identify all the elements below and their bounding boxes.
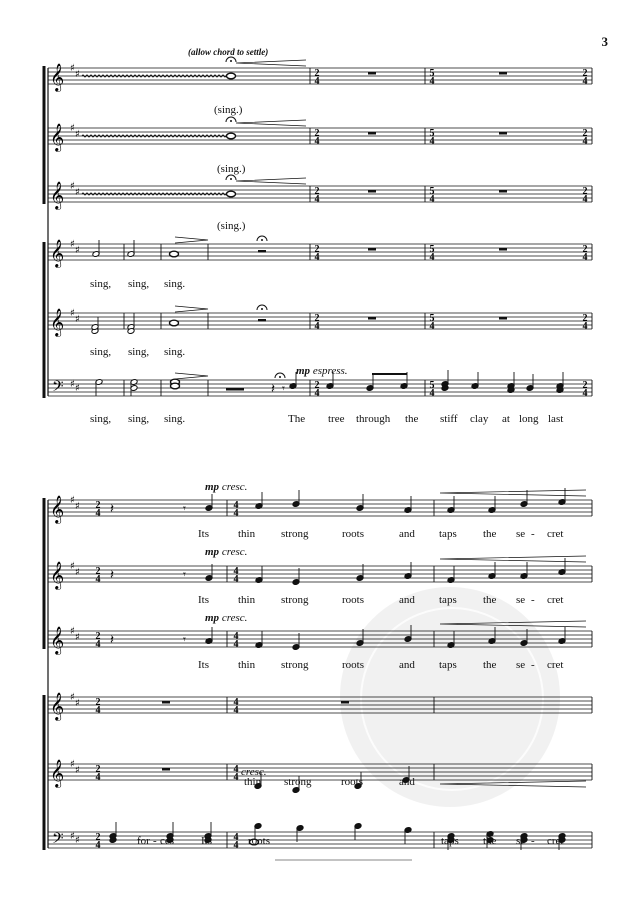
eighth-rest: 𝄾 xyxy=(282,382,285,395)
time-sig-den: 4 xyxy=(314,76,320,87)
treble-clef: 𝄞 xyxy=(50,308,65,336)
sharp: ♯ xyxy=(70,759,75,770)
crescendo-hairpin xyxy=(440,781,586,787)
crescendo-hairpin xyxy=(440,621,586,627)
whole-rest xyxy=(341,701,349,704)
decrescendo-hairpin xyxy=(175,237,208,243)
fermata-dot xyxy=(279,376,281,378)
treble-clef: 𝄞 xyxy=(50,123,65,151)
quarter-rest: 𝄽 xyxy=(110,633,114,648)
lyric-word: thin xyxy=(238,528,256,540)
bass-clef: 𝄢 xyxy=(52,378,64,399)
treble-clef: 𝄞 xyxy=(50,759,65,787)
treble-clef: 𝄞 xyxy=(50,495,65,523)
sharp: ♯ xyxy=(75,69,80,80)
eighth-rest: 𝄾 xyxy=(183,502,186,515)
lyric-staff2: (sing.) xyxy=(217,163,246,175)
time-sig-den: 4 xyxy=(314,321,320,332)
time-sig-den: 4 xyxy=(233,705,239,716)
time-sig-num: 2 xyxy=(582,186,588,197)
whole-rest xyxy=(258,250,266,253)
time-sig-num: 2 xyxy=(95,832,101,843)
time-sig-num: 5 xyxy=(429,244,435,255)
sharp: ♯ xyxy=(75,383,80,394)
time-sig-num: 2 xyxy=(582,380,588,391)
fermata-dot xyxy=(230,178,232,180)
lyrics-row-staff1 xyxy=(0,528,640,542)
lyric-bass-10: at xyxy=(502,413,510,425)
sustain-wavy-line xyxy=(82,75,226,77)
time-sig-num: 2 xyxy=(582,68,588,79)
lyric-staff4-1: sing, xyxy=(90,278,112,290)
time-sig-num: 2 xyxy=(314,68,320,79)
lyric-word: roots xyxy=(342,594,364,606)
lyric-word: cret xyxy=(547,594,564,606)
lyric-bass-7: the xyxy=(405,413,419,425)
whole-rest xyxy=(368,190,376,193)
lyric-staff3: (sing.) xyxy=(217,220,246,232)
sharp: ♯ xyxy=(75,245,80,256)
time-sig-den: 4 xyxy=(233,639,239,650)
fermata-dot xyxy=(230,60,232,62)
time-sig-den: 4 xyxy=(233,840,239,851)
time-sig-den: 4 xyxy=(314,388,320,399)
time-sig-den: 4 xyxy=(95,772,101,783)
time-sig-num: 2 xyxy=(95,566,101,577)
whole-note xyxy=(227,133,236,139)
direction-top: (allow chord to settle) xyxy=(188,47,269,57)
sharp: ♯ xyxy=(75,765,80,776)
lyric-staff5-2: sing, xyxy=(128,346,150,358)
time-sig-num: 5 xyxy=(429,380,435,391)
time-sig-num: 2 xyxy=(582,313,588,324)
lyric-word: strong xyxy=(281,659,309,671)
whole-rest xyxy=(162,701,170,704)
lyric-word: strong xyxy=(281,528,309,540)
sharp: ♯ xyxy=(75,835,80,846)
lyric-bass-12: last xyxy=(548,413,564,425)
time-sig-num: 4 xyxy=(233,697,239,708)
lyric-word: the xyxy=(483,594,497,606)
time-sig-num: 2 xyxy=(95,500,101,511)
crescendo-hairpin xyxy=(236,60,306,66)
eighth-rest: 𝄾 xyxy=(183,568,186,581)
time-sig-den: 4 xyxy=(95,574,101,585)
time-sig-den: 4 xyxy=(95,705,101,716)
sharp: ♯ xyxy=(70,308,75,319)
decrescendo-hairpin xyxy=(175,306,208,312)
lyric-t2-1: thin xyxy=(244,776,262,788)
sharp: ♯ xyxy=(70,123,75,134)
whole-rest xyxy=(499,248,507,251)
lyric-b2-10: cret xyxy=(547,835,564,847)
sharp: ♯ xyxy=(70,239,75,250)
fermata-dot xyxy=(261,239,263,241)
time-sig-den: 4 xyxy=(233,772,239,783)
sharp: ♯ xyxy=(75,632,80,643)
lyric-b2-2: - xyxy=(153,835,157,847)
whole-rest xyxy=(162,768,170,771)
time-sig-num: 5 xyxy=(429,313,435,324)
treble-clef: 𝄞 xyxy=(50,239,65,267)
whole-rest xyxy=(368,317,376,320)
lyric-word: se xyxy=(516,659,526,671)
sharp: ♯ xyxy=(70,831,75,842)
s1-dynamic: mp cresc. xyxy=(205,481,248,493)
lyric-word: Its xyxy=(198,659,209,671)
lyric-t2-4: and xyxy=(399,776,415,788)
lyric-b2-4: Its xyxy=(201,835,212,847)
lyric-b2-8: se xyxy=(516,835,526,847)
time-sig-num: 2 xyxy=(314,380,320,391)
whole-rest xyxy=(368,248,376,251)
tenor2-cresc: cresc. xyxy=(241,766,267,778)
time-sig-den: 4 xyxy=(233,508,239,519)
lyric-b2-5: roots xyxy=(248,835,270,847)
lyric-word: Its xyxy=(198,528,209,540)
sustain-wavy-line xyxy=(82,135,226,137)
s3-dynamic: mp cresc. xyxy=(205,612,248,624)
lyric-word: roots xyxy=(342,659,364,671)
sharp: ♯ xyxy=(75,501,80,512)
fermata-dot xyxy=(261,308,263,310)
page-number: 3 xyxy=(601,34,608,49)
whole-note xyxy=(171,383,180,389)
lyric-word: and xyxy=(399,528,415,540)
time-sig-num: 5 xyxy=(429,68,435,79)
sharp: ♯ xyxy=(75,129,80,140)
lyric-word: taps xyxy=(439,659,457,671)
lyric-bass-11: long xyxy=(519,413,539,425)
time-sig-num: 2 xyxy=(582,244,588,255)
whole-rest xyxy=(499,132,507,135)
bass-dynamic: mp espress. xyxy=(296,365,348,377)
time-sig-num: 2 xyxy=(314,186,320,197)
sharp: ♯ xyxy=(70,63,75,74)
whole-note xyxy=(227,73,236,79)
whole-rest xyxy=(368,72,376,75)
time-sig-den: 4 xyxy=(429,136,435,147)
treble-clef: 𝄞 xyxy=(50,63,65,91)
time-sig-num: 2 xyxy=(95,697,101,708)
lyrics-row-staff3 xyxy=(0,659,640,673)
treble-clef: 𝄞 xyxy=(50,561,65,589)
time-sig-den: 4 xyxy=(429,76,435,87)
decrescendo-hairpin xyxy=(175,373,208,379)
lyric-staff5-1: sing, xyxy=(90,346,112,358)
treble-clef: 𝄞 xyxy=(50,181,65,209)
lyric-word: thin xyxy=(238,594,256,606)
lyric-word: taps xyxy=(439,594,457,606)
lyric-bass-2: sing, xyxy=(128,413,150,425)
time-sig-den: 4 xyxy=(582,388,588,399)
whole-rest xyxy=(258,319,266,322)
time-sig-den: 4 xyxy=(429,252,435,263)
lyric-staff5-3: sing. xyxy=(164,346,186,358)
lyric-b2-1: for xyxy=(137,835,150,847)
time-sig-den: 4 xyxy=(429,388,435,399)
time-sig-num: 4 xyxy=(233,631,239,642)
lyric-word: cret xyxy=(547,659,564,671)
lyric-word: - xyxy=(531,528,535,540)
sharp: ♯ xyxy=(75,567,80,578)
lyric-t2-3: roots xyxy=(341,776,363,788)
whole-note xyxy=(227,191,236,197)
time-sig-num: 4 xyxy=(233,566,239,577)
bass-clef: 𝄢 xyxy=(52,830,64,851)
quarter-rest: 𝄽 xyxy=(110,568,114,583)
sharp: ♯ xyxy=(70,379,75,390)
time-sig-den: 4 xyxy=(95,508,101,519)
sharp: ♯ xyxy=(70,692,75,703)
whole-note xyxy=(170,320,179,326)
lyric-word: thin xyxy=(238,659,256,671)
rest xyxy=(226,388,244,391)
lyric-staff4-2: sing, xyxy=(128,278,150,290)
lyric-word: cret xyxy=(547,528,564,540)
eighth-rest: 𝄾 xyxy=(183,633,186,646)
fermata-dot xyxy=(230,120,232,122)
lyric-word: taps xyxy=(439,528,457,540)
time-sig-den: 4 xyxy=(429,321,435,332)
sharp: ♯ xyxy=(70,626,75,637)
lyric-word: se xyxy=(516,594,526,606)
time-sig-num: 4 xyxy=(233,500,239,511)
lyric-word: and xyxy=(399,594,415,606)
whole-rest xyxy=(499,317,507,320)
time-sig-den: 4 xyxy=(314,194,320,205)
lyric-bass-5: tree xyxy=(328,413,345,425)
lyric-staff1: (sing.) xyxy=(214,104,243,116)
sharp: ♯ xyxy=(75,187,80,198)
whole-rest xyxy=(368,132,376,135)
whole-note xyxy=(170,251,179,257)
lyric-b2-6: taps xyxy=(441,835,459,847)
time-sig-num: 2 xyxy=(314,244,320,255)
lyric-bass-3: sing. xyxy=(164,413,186,425)
time-sig-den: 4 xyxy=(314,252,320,263)
whole-rest xyxy=(499,190,507,193)
time-sig-den: 4 xyxy=(582,136,588,147)
lyric-word: and xyxy=(399,659,415,671)
quarter-rest: 𝄽 xyxy=(110,502,114,517)
crescendo-hairpin xyxy=(440,556,586,562)
lyrics-row-staff2 xyxy=(0,594,640,608)
time-sig-den: 4 xyxy=(582,252,588,263)
lyric-bass-8: stiff xyxy=(440,413,458,425)
treble-clef: 𝄞 xyxy=(50,692,65,720)
sharp: ♯ xyxy=(70,495,75,506)
lyric-word: the xyxy=(483,659,497,671)
lyric-word: the xyxy=(483,528,497,540)
time-sig-den: 4 xyxy=(582,321,588,332)
lyric-word: - xyxy=(531,659,535,671)
crescendo-hairpin xyxy=(440,490,586,496)
time-sig-num: 4 xyxy=(233,764,239,775)
time-sig-num: 2 xyxy=(314,128,320,139)
lyric-b2-9: - xyxy=(531,835,535,847)
lyric-word: - xyxy=(531,594,535,606)
time-sig-den: 4 xyxy=(314,136,320,147)
sharp: ♯ xyxy=(75,314,80,325)
lyric-word: Its xyxy=(198,594,209,606)
lyric-t2-2: strong xyxy=(284,776,312,788)
time-sig-num: 2 xyxy=(582,128,588,139)
time-sig-num: 2 xyxy=(95,631,101,642)
lyric-word: roots xyxy=(342,528,364,540)
treble-clef: 𝄞 xyxy=(50,626,65,654)
s2-dynamic: mp cresc. xyxy=(205,546,248,558)
lyric-bass-4: The xyxy=(288,413,306,425)
lyric-word: strong xyxy=(281,594,309,606)
whole-rest xyxy=(499,72,507,75)
time-sig-num: 5 xyxy=(429,128,435,139)
sharp: ♯ xyxy=(75,698,80,709)
quarter-rest: 𝄽 xyxy=(271,382,275,397)
time-sig-num: 2 xyxy=(314,313,320,324)
time-sig-num: 4 xyxy=(233,832,239,843)
lyric-bass-9: clay xyxy=(470,413,489,425)
time-sig-den: 4 xyxy=(582,194,588,205)
time-sig-num: 2 xyxy=(95,764,101,775)
sharp: ♯ xyxy=(70,181,75,192)
time-sig-num: 5 xyxy=(429,186,435,197)
lyric-staff4-3: sing. xyxy=(164,278,186,290)
sharp: ♯ xyxy=(70,561,75,572)
time-sig-den: 4 xyxy=(582,76,588,87)
lyric-b2-3: ces xyxy=(160,835,175,847)
crescendo-hairpin xyxy=(236,178,306,184)
time-sig-den: 4 xyxy=(95,639,101,650)
time-sig-den: 4 xyxy=(233,574,239,585)
lyric-b2-7: the xyxy=(483,835,497,847)
time-sig-den: 4 xyxy=(95,840,101,851)
crescendo-hairpin xyxy=(236,120,306,126)
sustain-wavy-line xyxy=(82,193,226,195)
time-sig-den: 4 xyxy=(429,194,435,205)
lyric-word: se xyxy=(516,528,526,540)
lyric-bass-6: through xyxy=(356,413,391,425)
lyric-bass-1: sing, xyxy=(90,413,112,425)
